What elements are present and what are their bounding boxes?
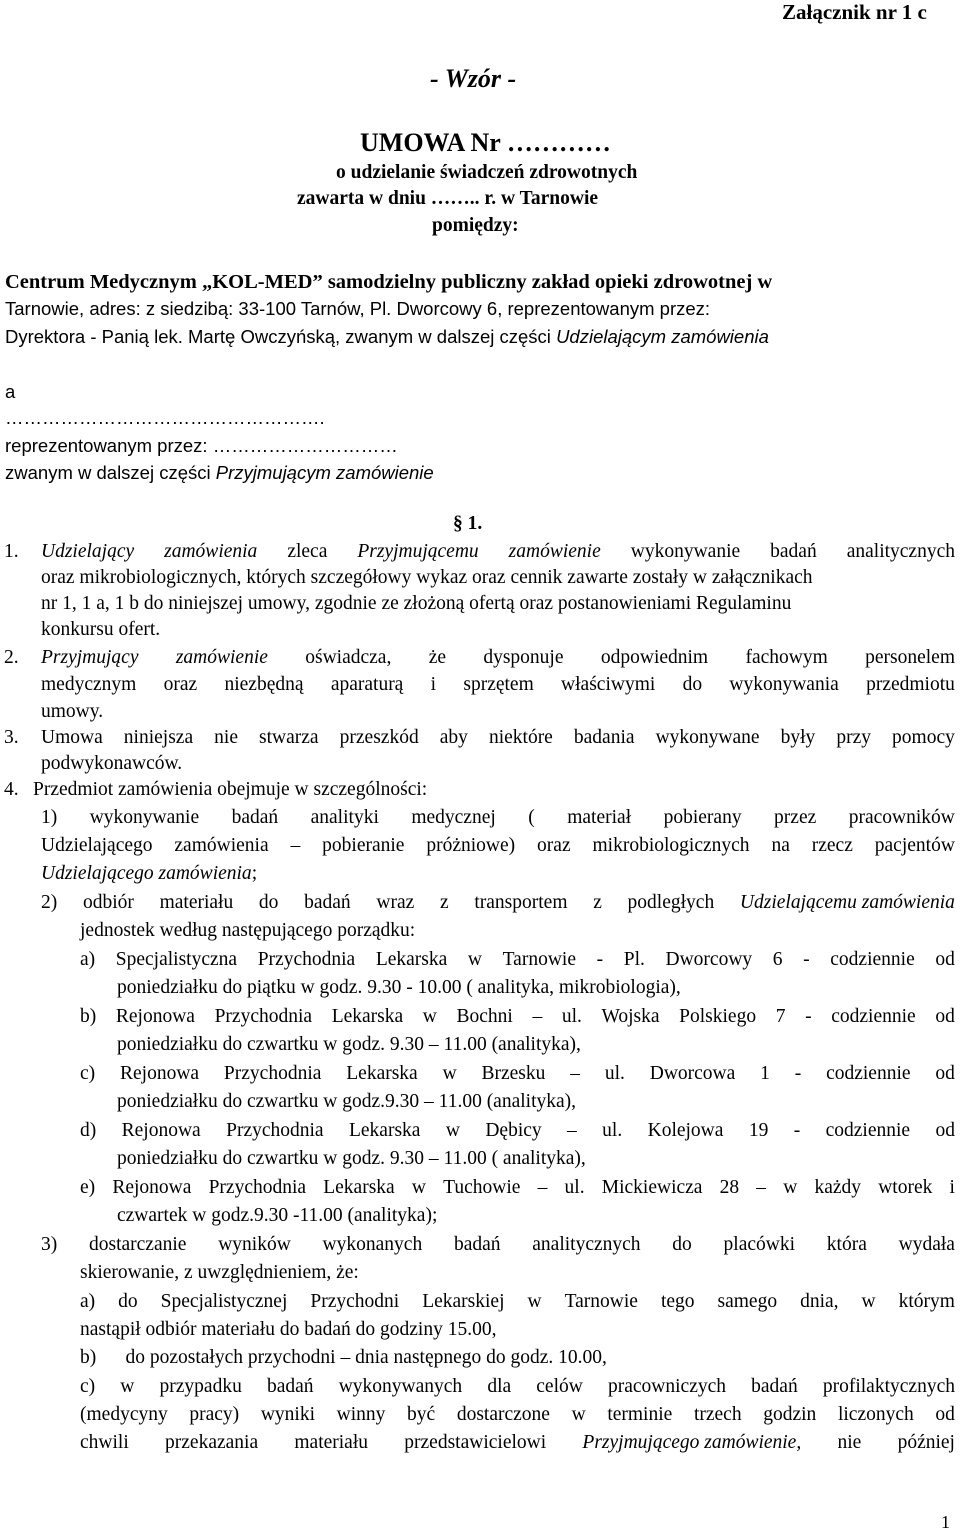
word: dnia, bbox=[800, 1291, 839, 1312]
word: zamówienie bbox=[508, 541, 601, 562]
word: aby bbox=[439, 727, 468, 748]
word: wykonywanie bbox=[630, 541, 741, 562]
word: 3) bbox=[41, 1234, 58, 1255]
item-b-line-2: poniedziałku do czwartku w godz. 9.30 – 11.00 (analityka), bbox=[117, 1034, 581, 1055]
word: i bbox=[430, 674, 437, 695]
item-e-line-1 bbox=[80, 1176, 955, 1200]
word: Specjalistyczna bbox=[115, 949, 238, 970]
word: Przyjmujący bbox=[41, 647, 139, 668]
word: wykonywane bbox=[655, 727, 760, 748]
word: Lekarskiej bbox=[422, 1291, 505, 1312]
word: 1) bbox=[41, 807, 58, 828]
word: przeszkód bbox=[339, 727, 419, 748]
item-3b-line-1: b) do pozostałych przychodni – dnia następnego do godz. 10.00, bbox=[80, 1347, 607, 1368]
word: przy bbox=[836, 727, 871, 748]
word: od bbox=[935, 1063, 955, 1084]
word: - bbox=[794, 1063, 802, 1084]
word: nie bbox=[214, 727, 238, 748]
word: badań bbox=[231, 807, 279, 828]
word: w bbox=[467, 949, 482, 970]
word: celów bbox=[536, 1376, 583, 1397]
party-called-text: zwanym w dalszej części bbox=[5, 462, 216, 483]
word: 28 bbox=[719, 1177, 740, 1198]
word: Udzielającego bbox=[41, 835, 153, 856]
word: każdy bbox=[814, 1177, 862, 1198]
word: Lekarska bbox=[331, 1006, 404, 1027]
word: pacjentów bbox=[874, 835, 955, 856]
word: przedmiotu bbox=[866, 674, 955, 695]
page-number: 1 bbox=[941, 1512, 950, 1532]
word: placówki bbox=[723, 1234, 796, 1255]
word: Rejonowa bbox=[112, 1177, 192, 1198]
word: Rejonowa bbox=[120, 1063, 200, 1084]
word: Lekarska bbox=[348, 1120, 421, 1141]
contract-title: UMOWA Nr ………… bbox=[360, 128, 611, 157]
word: w bbox=[527, 1291, 542, 1312]
word: od bbox=[935, 949, 955, 970]
word: pobieranie bbox=[322, 835, 405, 856]
word: pobierany bbox=[663, 807, 742, 828]
word: – bbox=[756, 1177, 767, 1198]
para-2-line-1 bbox=[41, 646, 955, 670]
punct: ; bbox=[251, 863, 258, 884]
word: Przychodni bbox=[310, 1291, 400, 1312]
word: wykonanych bbox=[322, 1234, 423, 1255]
word: nie bbox=[837, 1432, 862, 1453]
party-line-3 bbox=[5, 325, 769, 349]
word: - bbox=[803, 949, 810, 970]
item-1-line-2 bbox=[41, 834, 955, 858]
word: odbiór bbox=[82, 892, 134, 913]
word: ul. bbox=[564, 1177, 585, 1198]
word: w bbox=[783, 1177, 798, 1198]
para-1-line-2: oraz mikrobiologicznych, których szczegółowy wykaz oraz cennik zawarte zostały w załącznikach bbox=[41, 567, 813, 588]
word: Lekarska bbox=[375, 949, 448, 970]
word: były bbox=[780, 727, 816, 748]
template-label: - Wzór - bbox=[430, 64, 517, 93]
role-name: Udzielającego zamówienia bbox=[41, 863, 252, 884]
item-b-line-1 bbox=[80, 1005, 955, 1029]
word: Polskiego bbox=[679, 1006, 757, 1027]
word: dostarczanie bbox=[89, 1234, 187, 1255]
word: materiału bbox=[159, 892, 234, 913]
word: od bbox=[935, 1404, 955, 1425]
word: Przychodnia bbox=[226, 1120, 324, 1141]
party-line-3-text: Dyrektora - Panią lek. Martę Owczyńską, zwanym w dalszej części bbox=[5, 326, 557, 347]
word: która bbox=[826, 1234, 867, 1255]
word: Przyjmującemu bbox=[357, 541, 479, 562]
word: Specjalistycznej bbox=[160, 1291, 288, 1312]
word: aparaturą bbox=[330, 674, 404, 695]
word: – bbox=[567, 1120, 577, 1141]
word: 6 bbox=[772, 949, 783, 970]
word: dostarczone bbox=[456, 1404, 550, 1425]
para-1-line-1 bbox=[41, 540, 955, 564]
word: w bbox=[411, 1177, 426, 1198]
word: c) bbox=[80, 1063, 96, 1084]
word: w bbox=[120, 1376, 135, 1397]
word: Udzielającemu zamówienia bbox=[739, 892, 955, 913]
word: Mickiewicza bbox=[601, 1177, 703, 1198]
word: Umowa bbox=[41, 727, 103, 748]
word: codziennie bbox=[825, 1120, 911, 1141]
word: być bbox=[407, 1404, 436, 1425]
word: przedstawicielowi bbox=[404, 1432, 547, 1453]
word: materiału bbox=[294, 1432, 369, 1453]
para-2-line-3: umowy. bbox=[41, 701, 104, 722]
word: do bbox=[118, 1291, 138, 1312]
word: zamówienie bbox=[175, 647, 268, 668]
word: badania bbox=[573, 727, 635, 748]
word: od bbox=[935, 1006, 955, 1027]
party-role-receiving: Przyjmującym zamówienie bbox=[215, 462, 434, 483]
word: tego bbox=[660, 1291, 695, 1312]
contract-subtitle-2: zawarta w dniu …….. r. w Tarnowie bbox=[297, 188, 599, 209]
party-line-1: Centrum Medycznym „KOL-MED” samodzielny publiczny zakład opieki zdrowotnej w bbox=[5, 271, 773, 293]
item-a-line-1 bbox=[80, 948, 955, 972]
word: a) bbox=[80, 1291, 96, 1312]
word: Wojska bbox=[601, 1006, 660, 1027]
item-3a-line-2: nastąpił odbiór materiału do badań do godziny 15.00, bbox=[80, 1319, 497, 1340]
word: Udzielający bbox=[41, 541, 135, 562]
word: przez bbox=[774, 807, 817, 828]
item-3a-line-1 bbox=[80, 1290, 955, 1314]
word: wyniki bbox=[260, 1404, 315, 1425]
item-d-line-1 bbox=[80, 1119, 955, 1143]
word: niniejsza bbox=[123, 727, 194, 748]
word: zamówienia bbox=[174, 835, 269, 856]
word: - bbox=[596, 949, 604, 970]
word: Tuchowie bbox=[443, 1177, 521, 1198]
word: transportem bbox=[474, 892, 568, 913]
word: w bbox=[445, 1120, 460, 1141]
word: ( bbox=[528, 807, 535, 828]
para-2-line-2 bbox=[41, 673, 955, 697]
word: z bbox=[439, 892, 449, 913]
contract-subtitle-3: pomiędzy: bbox=[432, 215, 519, 236]
word: i bbox=[949, 1177, 955, 1198]
item-e-line-2: czwartek w godz.9.30 -11.00 (analityka); bbox=[117, 1205, 438, 1226]
para-1-number: 1. bbox=[4, 541, 19, 562]
word: wykonywania bbox=[729, 674, 839, 695]
word: do bbox=[682, 674, 703, 695]
word: b) bbox=[80, 1006, 97, 1027]
word: Tarnowie bbox=[502, 949, 576, 970]
word: d) bbox=[80, 1120, 97, 1141]
word: oraz bbox=[163, 674, 198, 695]
word: z bbox=[593, 892, 602, 913]
word: medycznej bbox=[411, 807, 496, 828]
para-3-line-1 bbox=[41, 726, 955, 750]
word: Rejonowa bbox=[115, 1006, 195, 1027]
word: w bbox=[422, 1006, 437, 1027]
item-2-line-1 bbox=[41, 891, 955, 915]
word: 7 bbox=[775, 1006, 786, 1027]
word: personelem bbox=[865, 647, 955, 668]
word: że bbox=[428, 647, 446, 668]
party-a-label: a bbox=[5, 381, 16, 402]
word: badań bbox=[304, 892, 351, 913]
word: analitycznych bbox=[532, 1234, 641, 1255]
word: przypadku bbox=[159, 1376, 242, 1397]
contract-subtitle-1: o udzielanie świadczeń zdrowotnych bbox=[336, 162, 638, 183]
word: w bbox=[571, 1404, 586, 1425]
word: zamówienia bbox=[164, 541, 258, 562]
word: codziennie bbox=[826, 1063, 911, 1084]
word: Pl. bbox=[623, 949, 645, 970]
item-1-line-3 bbox=[41, 862, 257, 886]
word: Dworcowa bbox=[649, 1063, 736, 1084]
word: Rejonowa bbox=[121, 1120, 201, 1141]
word: Brzesku bbox=[481, 1063, 546, 1084]
word: materiał bbox=[567, 807, 632, 828]
item-3c-line-3 bbox=[80, 1431, 955, 1455]
item-3c-line-2 bbox=[80, 1403, 955, 1427]
word: - bbox=[793, 1120, 801, 1141]
word: oraz bbox=[537, 835, 571, 856]
word: w bbox=[861, 1291, 876, 1312]
para-3-line-2: podwykonawców. bbox=[41, 753, 183, 774]
word: dysponuje bbox=[483, 647, 564, 668]
word: wyników bbox=[218, 1234, 291, 1255]
word: Przychodnia bbox=[223, 1063, 322, 1084]
word: mikrobiologicznych bbox=[592, 835, 750, 856]
section-heading: § 1. bbox=[453, 513, 483, 534]
party-line-2: Tarnowie, adres: z siedzibą: 33-100 Tarnów, Pl. Dworcowy 6, reprezentowanym przez: bbox=[5, 298, 711, 319]
word: niezbędną bbox=[224, 674, 304, 695]
word: godzin bbox=[763, 1404, 817, 1425]
item-3c-line-1 bbox=[80, 1375, 955, 1399]
word: Lekarska bbox=[346, 1063, 418, 1084]
word: 1 bbox=[760, 1063, 770, 1084]
word: na bbox=[771, 835, 790, 856]
para-1-line-3: nr 1, 1 a, 1 b do niniejszej umowy, zgodnie ze złożoną ofertą oraz postanowieniami Regulaminu bbox=[41, 593, 792, 614]
party-called bbox=[5, 461, 434, 485]
word: terminie bbox=[607, 1404, 673, 1425]
word: Lekarska bbox=[323, 1177, 395, 1198]
word: wydała bbox=[898, 1234, 955, 1255]
word: Dębicy bbox=[485, 1120, 542, 1141]
annex-label: Załącznik nr 1 c bbox=[782, 0, 927, 24]
word: zleca bbox=[287, 541, 328, 562]
word: winny bbox=[336, 1404, 386, 1425]
word: 19 bbox=[748, 1120, 769, 1141]
word: samego bbox=[717, 1291, 778, 1312]
word: – bbox=[290, 835, 301, 856]
word: podległych bbox=[627, 892, 715, 913]
item-2-line-2: jednostek według następującego porządku: bbox=[80, 920, 416, 941]
word: pracowniczych bbox=[607, 1376, 727, 1397]
word: - bbox=[805, 1006, 812, 1027]
word: później bbox=[897, 1432, 955, 1453]
word: od bbox=[935, 1120, 955, 1141]
word: pracowników bbox=[848, 807, 955, 828]
word: stwarza bbox=[259, 727, 319, 748]
word: Bochni bbox=[456, 1006, 513, 1027]
word: sprzętem bbox=[463, 674, 534, 695]
word: Kolejowa bbox=[647, 1120, 724, 1141]
item-d-line-2: poniedziałku do czwartku w godz. 9.30 – 11.00 ( analityka), bbox=[117, 1148, 586, 1169]
item-3-line-2: skierowanie, z uwzględnieniem, że: bbox=[80, 1262, 359, 1283]
word: chwili bbox=[80, 1432, 129, 1453]
word: medycznym bbox=[41, 674, 137, 695]
word: fachowym bbox=[745, 647, 828, 668]
word: badań bbox=[751, 1376, 798, 1397]
word: oświadcza, bbox=[305, 647, 392, 668]
word: (medycyny bbox=[80, 1404, 168, 1425]
word: Przychodnia bbox=[214, 1006, 313, 1027]
word: właściwymi bbox=[561, 674, 656, 695]
word: pracy) bbox=[189, 1404, 240, 1425]
word: do bbox=[672, 1234, 692, 1255]
word: codziennie bbox=[830, 949, 915, 970]
word: wykonywanych bbox=[338, 1376, 463, 1397]
word: e) bbox=[80, 1177, 96, 1198]
party-role-contracting: Udzielającym zamówienia bbox=[556, 326, 769, 347]
word: wtorek bbox=[878, 1177, 933, 1198]
word: dla bbox=[487, 1376, 512, 1397]
word: ul. bbox=[561, 1006, 582, 1027]
word: trzech bbox=[693, 1404, 742, 1425]
word: którym bbox=[898, 1291, 955, 1312]
word: codziennie bbox=[831, 1006, 916, 1027]
word: badań bbox=[770, 541, 817, 562]
word: wykonywanie bbox=[89, 807, 200, 828]
word: badań bbox=[453, 1234, 501, 1255]
word: analitycznych bbox=[846, 541, 955, 562]
item-c-line-2: poniedziałku do czwartku w godz.9.30 – 11.00 (analityka), bbox=[117, 1091, 577, 1112]
word: Przychodnia bbox=[257, 949, 356, 970]
para-4-number: 4. bbox=[4, 779, 19, 800]
word: ul. bbox=[604, 1063, 625, 1084]
word: wraz bbox=[376, 892, 415, 913]
party-represented-by: reprezentowanym przez: ………………………… bbox=[5, 435, 398, 456]
word: profilaktycznych bbox=[822, 1376, 955, 1397]
word: odpowiednim bbox=[600, 647, 709, 668]
word: niektóre bbox=[488, 727, 553, 748]
word: – bbox=[532, 1006, 543, 1027]
item-1-line-1 bbox=[41, 806, 955, 830]
word: przekazania bbox=[165, 1432, 259, 1453]
word: ul. bbox=[602, 1120, 623, 1141]
para-1-line-4: konkursu ofert. bbox=[41, 619, 161, 640]
word: liczonych bbox=[837, 1404, 914, 1425]
item-c-line-1 bbox=[80, 1062, 955, 1086]
para-2-number: 2. bbox=[4, 647, 19, 668]
word: a) bbox=[80, 949, 96, 970]
item-3-line-1 bbox=[41, 1233, 955, 1257]
word: – bbox=[537, 1177, 548, 1198]
word: badań bbox=[266, 1376, 314, 1397]
word: Przychodnia bbox=[208, 1177, 307, 1198]
para-4-line-1: Przedmiot zamówienia obejmuje w szczególności: bbox=[33, 779, 428, 800]
word: do bbox=[258, 892, 279, 913]
word: w bbox=[442, 1063, 457, 1084]
word: 2) bbox=[41, 892, 58, 913]
word: Dworcowy bbox=[665, 949, 753, 970]
word: rzecz bbox=[811, 835, 853, 856]
word: Tarnowie bbox=[564, 1291, 638, 1312]
item-a-line-2: poniedziałku do piątku w godz. 9.30 - 10.00 ( analityka, mikrobiologia), bbox=[117, 977, 681, 998]
word: próżniowe) bbox=[426, 835, 516, 856]
word: analityki bbox=[310, 807, 379, 828]
word: pomocy bbox=[892, 727, 955, 748]
word: c) bbox=[80, 1376, 96, 1397]
word: – bbox=[570, 1063, 580, 1084]
word: Przyjmującego zamówienie, bbox=[582, 1432, 802, 1453]
party-blank-dots: ……………………………………………. bbox=[5, 407, 325, 428]
para-3-number: 3. bbox=[4, 727, 19, 748]
